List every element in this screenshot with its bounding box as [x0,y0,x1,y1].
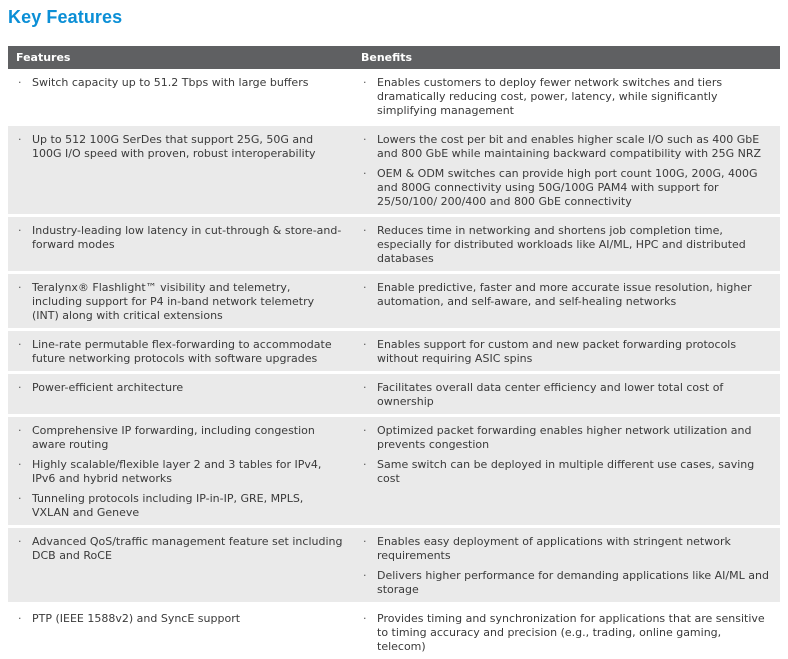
benefit-item [361,224,770,266]
benefits-column-header: Benefits [353,46,780,69]
benefit-item [361,76,770,118]
page-title: Key Features [8,7,122,28]
feature-text: Power-efficient architecture [32,381,183,394]
benefit-item [361,381,770,409]
feature-text: Up to 512 100G SerDes that support 25G, 50G and 100G I/O speed with proven, robust interoperability [32,133,316,160]
benefits-list [361,535,770,597]
feature-item [16,612,343,626]
table-row [8,604,780,659]
benefit-text: Reduces time in networking and shortens job completion time, especially for distributed workloads like AI/ML, HPC and distributed databases [377,224,746,265]
features-list [16,535,343,563]
benefit-item [361,338,770,366]
feature-text: Line-rate permutable flex-forwarding to accommodate future networking protocols with software upgrades [32,338,332,365]
feature-item [16,424,343,452]
features-cell [8,273,353,330]
feature-text: Highly scalable/flexible layer 2 and 3 tables for IPv4, IPv6 and hybrid networks [32,458,321,485]
features-list [16,381,343,395]
features-list [16,424,343,520]
features-cell [8,125,353,216]
bullet-icon: · [363,612,367,626]
table-row [8,527,780,604]
benefit-text: Delivers higher performance for demanding applications like AI/ML and storage [377,569,769,596]
benefits-list [361,381,770,409]
features-cell [8,330,353,373]
bullet-icon: · [18,281,22,295]
benefit-text: Optimized packet forwarding enables higher network utilization and prevents congestion [377,424,752,451]
benefit-text: Facilitates overall data center efficiency and lower total cost of ownership [377,381,723,408]
benefit-text: Enables customers to deploy fewer network switches and tiers dramatically reducing cost, power, latency, while significantly simplifying management [377,76,722,117]
features-list [16,338,343,366]
bullet-icon: · [18,76,22,90]
benefit-item [361,569,770,597]
features-list [16,281,343,323]
table-row [8,125,780,216]
table-row [8,373,780,416]
bullet-icon: · [18,224,22,238]
feature-text: Comprehensive IP forwarding, including congestion aware routing [32,424,315,451]
feature-item [16,381,343,395]
features-list [16,224,343,252]
feature-text: Advanced QoS/traffic management feature set including DCB and RoCE [32,535,342,562]
feature-text: Tunneling protocols including IP-in-IP, GRE, MPLS, VXLAN and Geneve [32,492,303,519]
benefit-item [361,424,770,452]
benefits-list [361,424,770,486]
table-row [8,330,780,373]
bullet-icon: · [18,338,22,352]
benefits-cell [353,216,780,273]
features-list [16,76,343,90]
feature-text: Teralynx® Flashlight™ visibility and telemetry, including support for P4 in-band network telemetry (INT) along with critical extensions [32,281,314,322]
feature-item [16,458,343,486]
features-cell [8,373,353,416]
bullet-icon: · [18,381,22,395]
table-body [8,69,780,659]
benefits-cell [353,125,780,216]
bullet-icon: · [18,424,22,438]
benefits-list [361,224,770,266]
feature-text: PTP (IEEE 1588v2) and SyncE support [32,612,240,625]
bullet-icon: · [18,458,22,472]
table-header [8,46,780,69]
benefit-item [361,281,770,309]
benefits-cell [353,604,780,659]
benefit-item [361,458,770,486]
features-cell [8,527,353,604]
bullet-icon: · [18,492,22,506]
benefits-cell [353,527,780,604]
benefit-text: Enables support for custom and new packet forwarding protocols without requiring ASIC spins [377,338,736,365]
bullet-icon: · [363,281,367,295]
benefit-item [361,167,770,209]
bullet-icon: · [363,133,367,147]
benefits-list [361,133,770,209]
feature-item [16,281,343,323]
feature-item [16,133,343,161]
benefits-cell [353,373,780,416]
features-cell [8,416,353,527]
bullet-icon: · [363,381,367,395]
benefits-cell [353,69,780,125]
feature-text: Industry-leading low latency in cut-through & store-and-forward modes [32,224,341,251]
benefit-text: OEM & ODM switches can provide high port count 100G, 200G, 400G and 800G connectivity using 50G/100G PAM4 with support for 25/50/100/ 200/400 and 800 GbE connectivity [377,167,758,208]
features-cell [8,604,353,659]
benefit-item [361,133,770,161]
bullet-icon: · [18,612,22,626]
benefits-cell [353,416,780,527]
bullet-icon: · [363,224,367,238]
table-row [8,273,780,330]
benefits-list [361,76,770,118]
feature-item [16,492,343,520]
feature-item [16,224,343,252]
benefits-cell [353,330,780,373]
bullet-icon: · [363,167,367,181]
bullet-icon: · [363,338,367,352]
benefits-list [361,281,770,309]
benefit-text: Same switch can be deployed in multiple different use cases, saving cost [377,458,754,485]
bullet-icon: · [363,535,367,549]
features-list [16,133,343,161]
features-column-header: Features [8,46,353,69]
benefits-cell [353,273,780,330]
bullet-icon: · [363,458,367,472]
table-row [8,216,780,273]
features-list [16,612,343,626]
benefits-list [361,338,770,366]
benefit-item [361,535,770,563]
benefit-text: Lowers the cost per bit and enables higher scale I/O such as 400 GbE and 800 GbE while maintaining backward compatibility with 25G NRZ [377,133,761,160]
benefit-text: Enable predictive, faster and more accurate issue resolution, higher automation, and self-aware, and self-healing networks [377,281,752,308]
feature-item [16,338,343,366]
bullet-icon: · [363,569,367,583]
feature-item [16,76,343,90]
feature-item [16,535,343,563]
benefit-text: Enables easy deployment of applications with stringent network requirements [377,535,731,562]
bullet-icon: · [363,76,367,90]
table-row [8,69,780,125]
bullet-icon: · [18,133,22,147]
key-features-table [8,46,780,659]
features-cell [8,69,353,125]
bullet-icon: · [363,424,367,438]
benefit-item [361,612,770,654]
feature-text: Switch capacity up to 51.2 Tbps with large buffers [32,76,308,89]
bullet-icon: · [18,535,22,549]
benefits-list [361,612,770,654]
table-row [8,416,780,527]
features-cell [8,216,353,273]
benefit-text: Provides timing and synchronization for applications that are sensitive to timing accuracy and precision (e.g., trading, online gaming, telecom) [377,612,765,653]
